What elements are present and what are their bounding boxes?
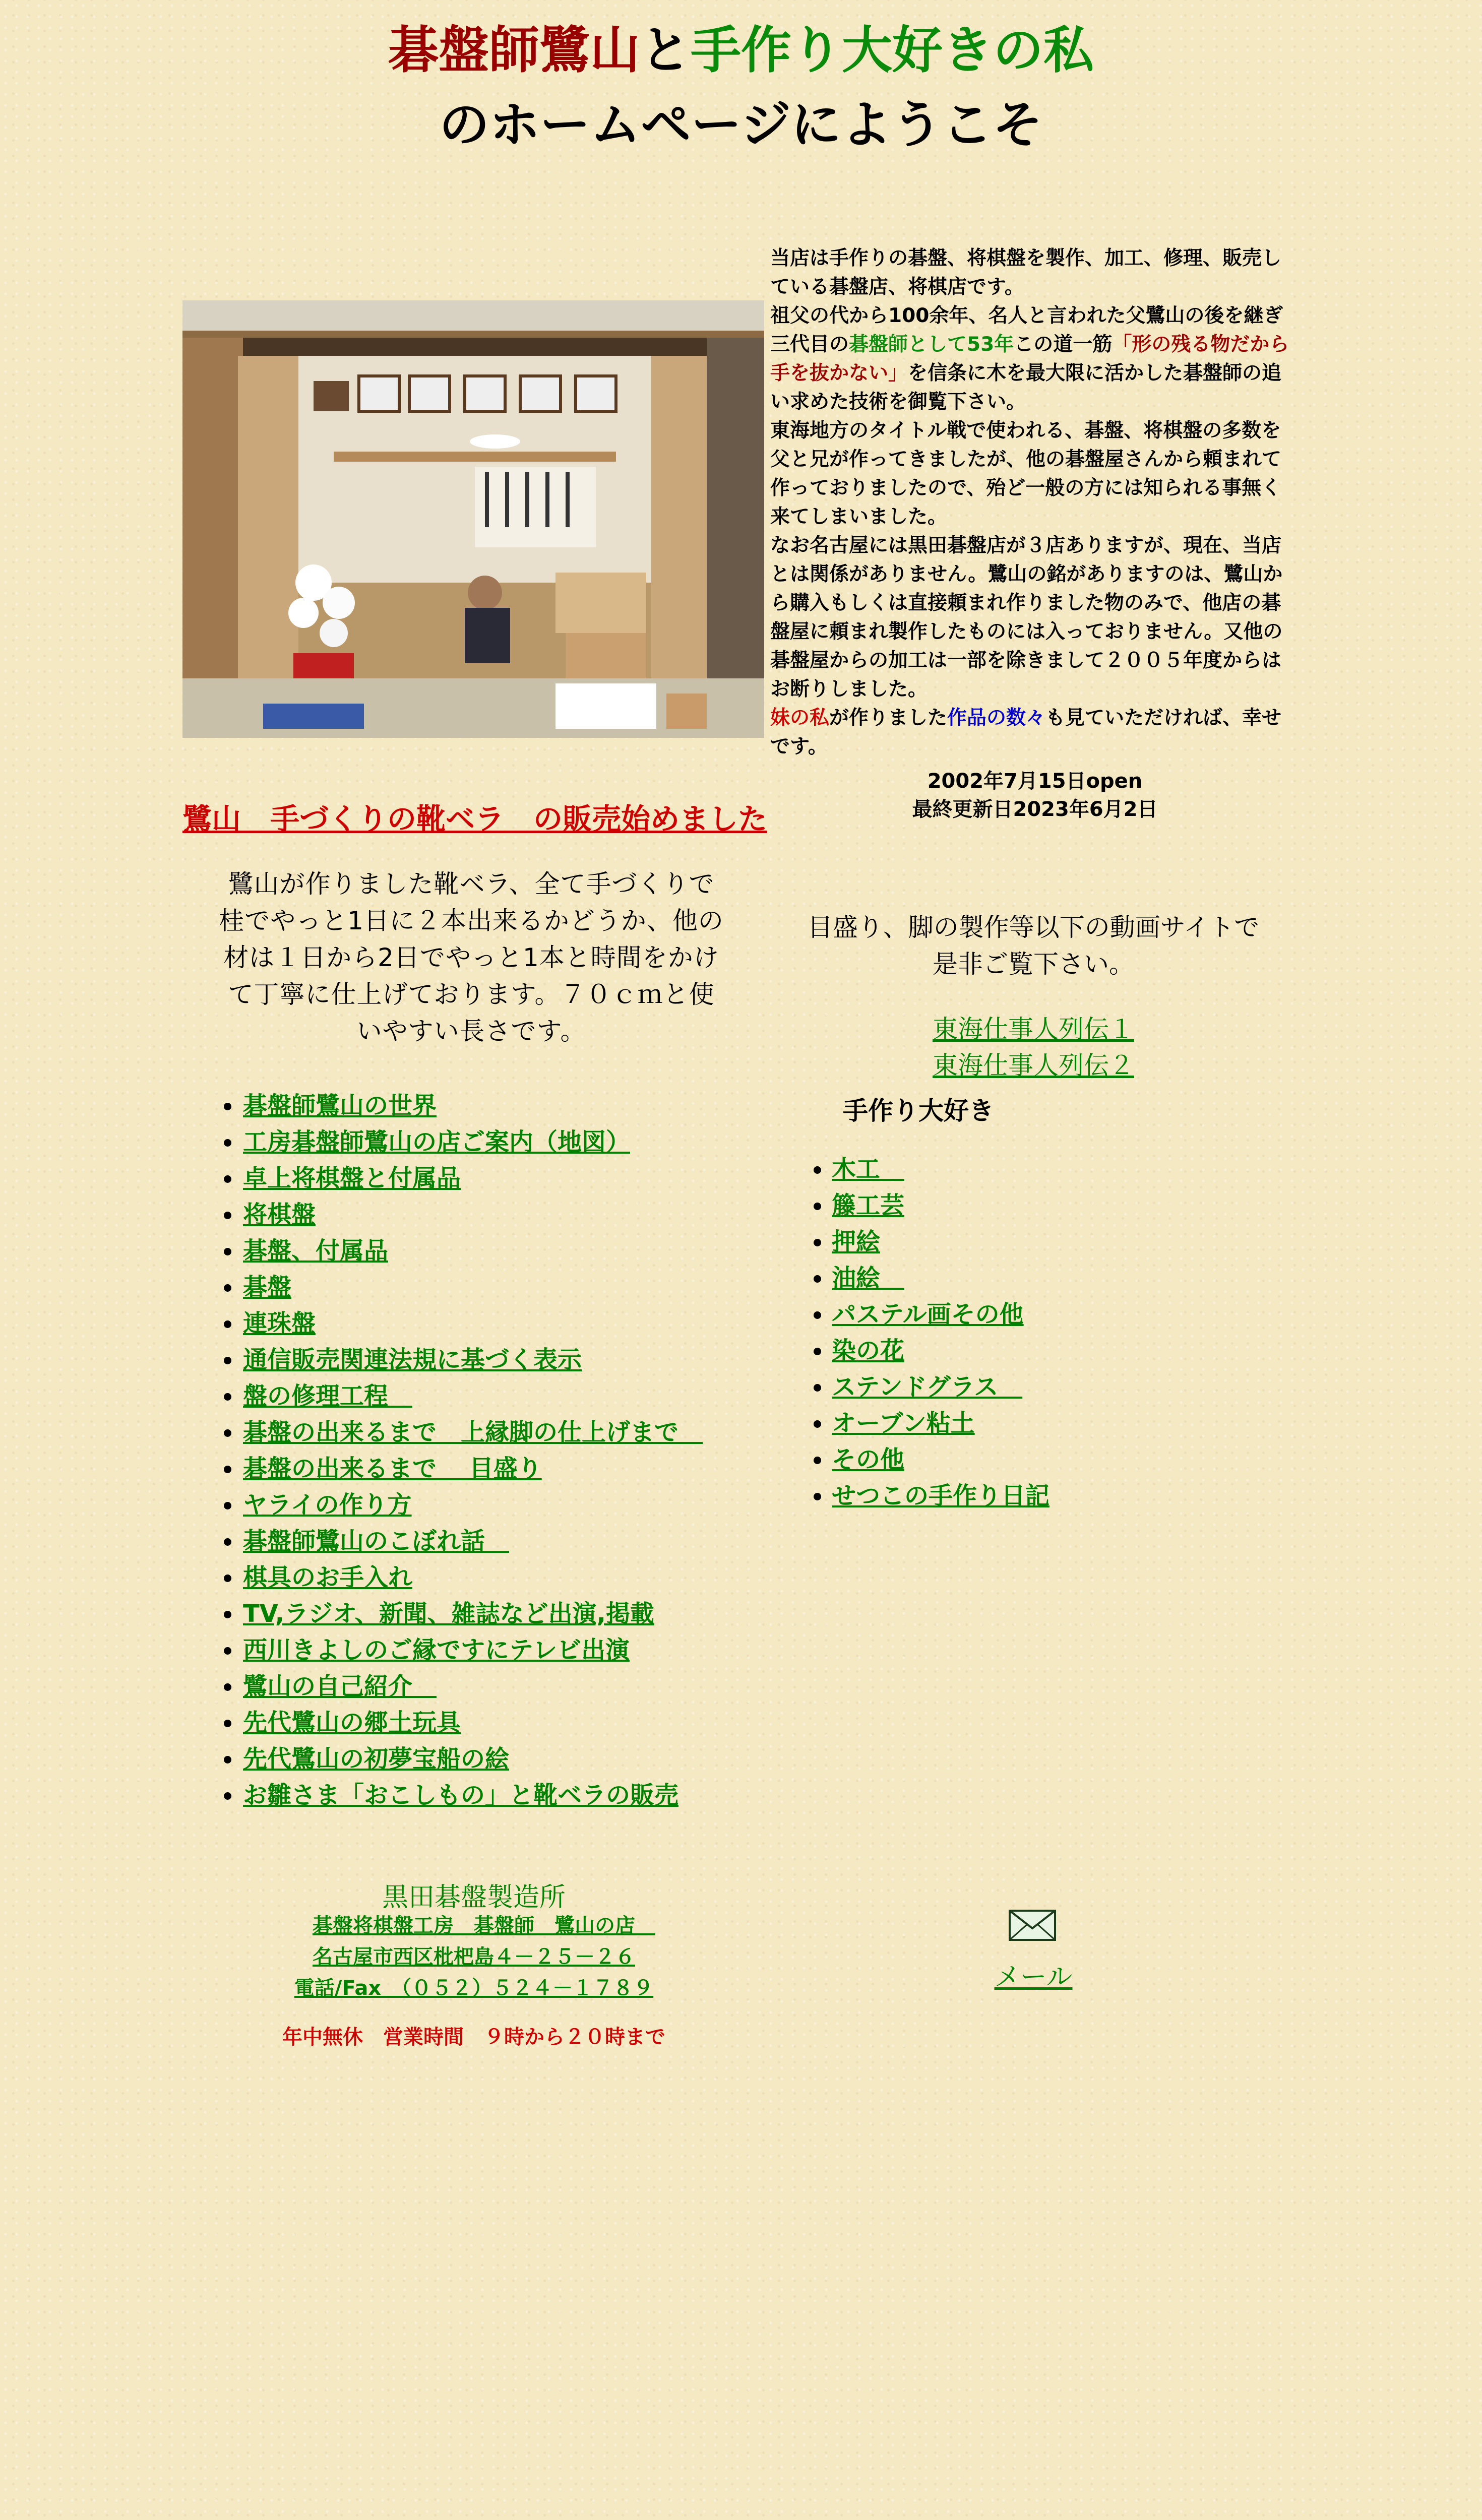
intro-paragraph-1: 当店は手作りの碁盤、将棋盤を製作、加工、修理、販売している碁盤店、将棋店です。 — [770, 247, 1282, 298]
page-title — [0, 15, 1482, 160]
intro-highlight-works: 作品の数々 — [947, 707, 1046, 729]
hobby-menu — [791, 1151, 1049, 1514]
intro-highlight-sister: 妹の私 — [770, 707, 830, 729]
hobby-item — [832, 1296, 1049, 1333]
intro-paragraph-3: 東海地方のタイトル戦で使われる、碁盤、将棋盤の多数を父と兄が作ってきましたが、他の碁盤屋さんから頼まれて作っておりましたので、殆ど一般の方には知られる事無く来てしまいました。 — [770, 419, 1282, 528]
factory-name: 黒田碁盤製造所 — [382, 1882, 566, 1913]
hobby-item — [832, 1224, 1049, 1260]
shoehorn-description: 鷺山が作りました靴ベラ、全て手づくりで桂でやっと1日に２本出来るかどうか、他の材は１日から2日でやっと1本と時間をかけて丁寧に仕上げております。７０ｃｍと使いやすい長さです。 — [219, 869, 724, 1046]
shoehorn-sale-link[interactable]: 鷺山 手づくりの靴ベラ の販売始めました — [182, 802, 768, 836]
hobby-item — [832, 1405, 1049, 1441]
shop-name-link[interactable]: 碁盤将棋盤工房 碁盤師 鷺山の店 — [312, 1914, 655, 1937]
hobby-link[interactable]: パステル画その他 — [832, 1300, 1024, 1329]
menu-item — [242, 1196, 703, 1233]
hobby-item — [832, 1333, 1049, 1369]
hobby-link[interactable]: 染の花 — [832, 1337, 905, 1365]
menu-item — [242, 1487, 703, 1523]
menu-item — [242, 1124, 703, 1160]
menu-link[interactable]: 通信販売関連法規に基づく表示 — [243, 1346, 582, 1374]
shop-interior-photo — [182, 300, 764, 738]
menu-link[interactable]: 卓上将棋盤と付属品 — [243, 1164, 461, 1192]
menu-item — [242, 1632, 703, 1668]
last-updated-date: 最終更新日2023年6月2日 — [912, 798, 1158, 821]
main-menu — [202, 1088, 703, 1813]
hobby-link[interactable]: 油絵 — [832, 1264, 905, 1292]
open-date: 2002年7月15日open — [927, 770, 1143, 793]
hobby-heading: 手作り大好き — [843, 1096, 994, 1125]
menu-item — [242, 1705, 703, 1741]
intro-paragraph-4: なお名古屋には黒田碁盤店が３店ありますが、現在、当店とは関係がありません。鷺山の銘がありますのは、鷺山から購入もしくは直接頼まれ作りました物のみで、他店の碁盤屋に頼まれ製作したものには入っておりません。又他の碁盤屋からの加工は一部を除きまして２００５年度からはお断りしました。 — [770, 534, 1283, 701]
hobby-link[interactable]: その他 — [832, 1445, 905, 1474]
menu-item — [242, 1523, 703, 1559]
shoehorn-sale-heading — [182, 795, 767, 838]
title-hobby-name: 手作り大好きの私 — [691, 21, 1094, 80]
intro-highlight-motto: 「形の残る物だから手を抜かない」 — [770, 333, 1289, 385]
menu-link[interactable]: 碁盤の出来るまで 目盛り — [243, 1455, 542, 1483]
menu-link[interactable]: 碁盤師鷺山のこぼれ話 — [243, 1527, 510, 1555]
menu-item — [242, 1741, 703, 1777]
intro-text: 祖父の代から100余年、名人と言われた父鷺山の後を継ぎ三代目の — [770, 304, 1283, 356]
menu-link[interactable]: 連珠盤 — [243, 1309, 316, 1338]
menu-item — [242, 1596, 703, 1632]
site-dates — [770, 767, 1300, 824]
intro-highlight-years: 碁盤師として53年 — [849, 333, 1014, 356]
menu-link[interactable]: 西川きよしのご縁ですにテレビ出演 — [243, 1636, 630, 1664]
intro-text: が作りました — [829, 707, 948, 729]
hobby-item — [832, 1260, 1049, 1296]
hobby-link[interactable]: せつこの手作り日記 — [832, 1482, 1050, 1510]
menu-item — [242, 1414, 703, 1451]
menu-item — [242, 1160, 703, 1196]
shop-contact-info — [202, 1910, 746, 2004]
menu-item — [242, 1668, 703, 1705]
video-link-2[interactable]: 東海仕事人列伝２ — [933, 1051, 1134, 1080]
address-link[interactable]: 名古屋市西区枇杷島４－２５－２６ — [313, 1945, 635, 1969]
menu-link[interactable]: 棋具のお手入れ — [243, 1563, 413, 1592]
menu-link[interactable]: 碁盤、付属品 — [243, 1237, 389, 1265]
hobby-item — [832, 1151, 1049, 1187]
menu-link[interactable]: TV,ラジオ、新聞、雑誌など出演,掲載 — [243, 1600, 654, 1628]
menu-link[interactable]: 碁盤の出来るまで 上縁脚の仕上げまで — [243, 1418, 703, 1446]
menu-item — [242, 1305, 703, 1342]
menu-item — [242, 1777, 703, 1813]
menu-link[interactable]: 鷺山の自己紹介 — [243, 1672, 437, 1700]
intro-text: を信条に木を最大限に活かした碁盤師の追い求めた技術を御覧下さい。 — [770, 362, 1282, 413]
video-link-1[interactable]: 東海仕事人列伝１ — [933, 1015, 1134, 1044]
hobby-item — [832, 1441, 1049, 1478]
hobby-link[interactable]: 押絵 — [832, 1228, 881, 1256]
menu-link[interactable]: 将棋盤 — [243, 1201, 316, 1229]
title-connector: と — [640, 21, 691, 80]
title-shop-name: 碁盤師鷺山 — [388, 21, 640, 80]
intro-text: も見ていただければ、幸せです。 — [770, 707, 1282, 758]
menu-item — [242, 1559, 703, 1596]
menu-link[interactable]: 碁盤 — [243, 1273, 292, 1301]
hobby-item — [832, 1478, 1049, 1514]
intro-text: この道一筋 — [1014, 333, 1113, 356]
title-welcome: のホームページにようこそ — [439, 95, 1043, 154]
hobby-link[interactable]: ステンドグラス — [832, 1373, 1023, 1401]
mail-link-container — [958, 1956, 1109, 1993]
menu-link[interactable]: お雛さま「おこしもの」と靴ベラの販売 — [243, 1781, 679, 1809]
intro-paragraph-5 — [770, 704, 1300, 761]
mail-link[interactable]: メール — [994, 1962, 1073, 1992]
hobby-item — [832, 1187, 1049, 1224]
menu-link[interactable]: 工房碁盤師鷺山の店ご案内（地図） — [243, 1128, 631, 1156]
video-description: 目盛り、脚の製作等以下の動画サイトで是非ご覧下さい。 — [807, 913, 1260, 979]
shop-introduction — [770, 244, 1300, 761]
business-hours: 年中無休 営業時間 ９時から２０時まで — [282, 2026, 665, 2049]
hobby-link[interactable]: オーブン粘土 — [832, 1409, 975, 1437]
menu-item — [242, 1233, 703, 1269]
menu-item — [242, 1269, 703, 1305]
menu-link[interactable]: 先代鷺山の郷土玩具 — [243, 1709, 461, 1737]
phone-link[interactable]: 電話/Fax （０５２）５２４－１７８９ — [294, 1977, 654, 2000]
menu-link[interactable]: 碁盤師鷺山の世界 — [243, 1092, 437, 1120]
menu-item — [242, 1342, 703, 1378]
envelope-icon[interactable] — [1008, 1909, 1057, 1941]
menu-link[interactable]: 盤の修理工程 — [243, 1382, 413, 1410]
intro-paragraph-2 — [770, 301, 1300, 416]
menu-item — [242, 1451, 703, 1487]
video-links — [807, 1011, 1260, 1084]
hobby-link[interactable]: 木工 — [832, 1155, 905, 1183]
menu-link[interactable]: ヤライの作り方 — [243, 1491, 412, 1519]
hobby-link[interactable]: 籐工芸 — [832, 1191, 905, 1220]
menu-link[interactable]: 先代鷺山の初夢宝船の絵 — [243, 1745, 510, 1773]
hobby-item — [832, 1369, 1049, 1405]
menu-item — [242, 1378, 703, 1414]
menu-item — [242, 1088, 703, 1124]
